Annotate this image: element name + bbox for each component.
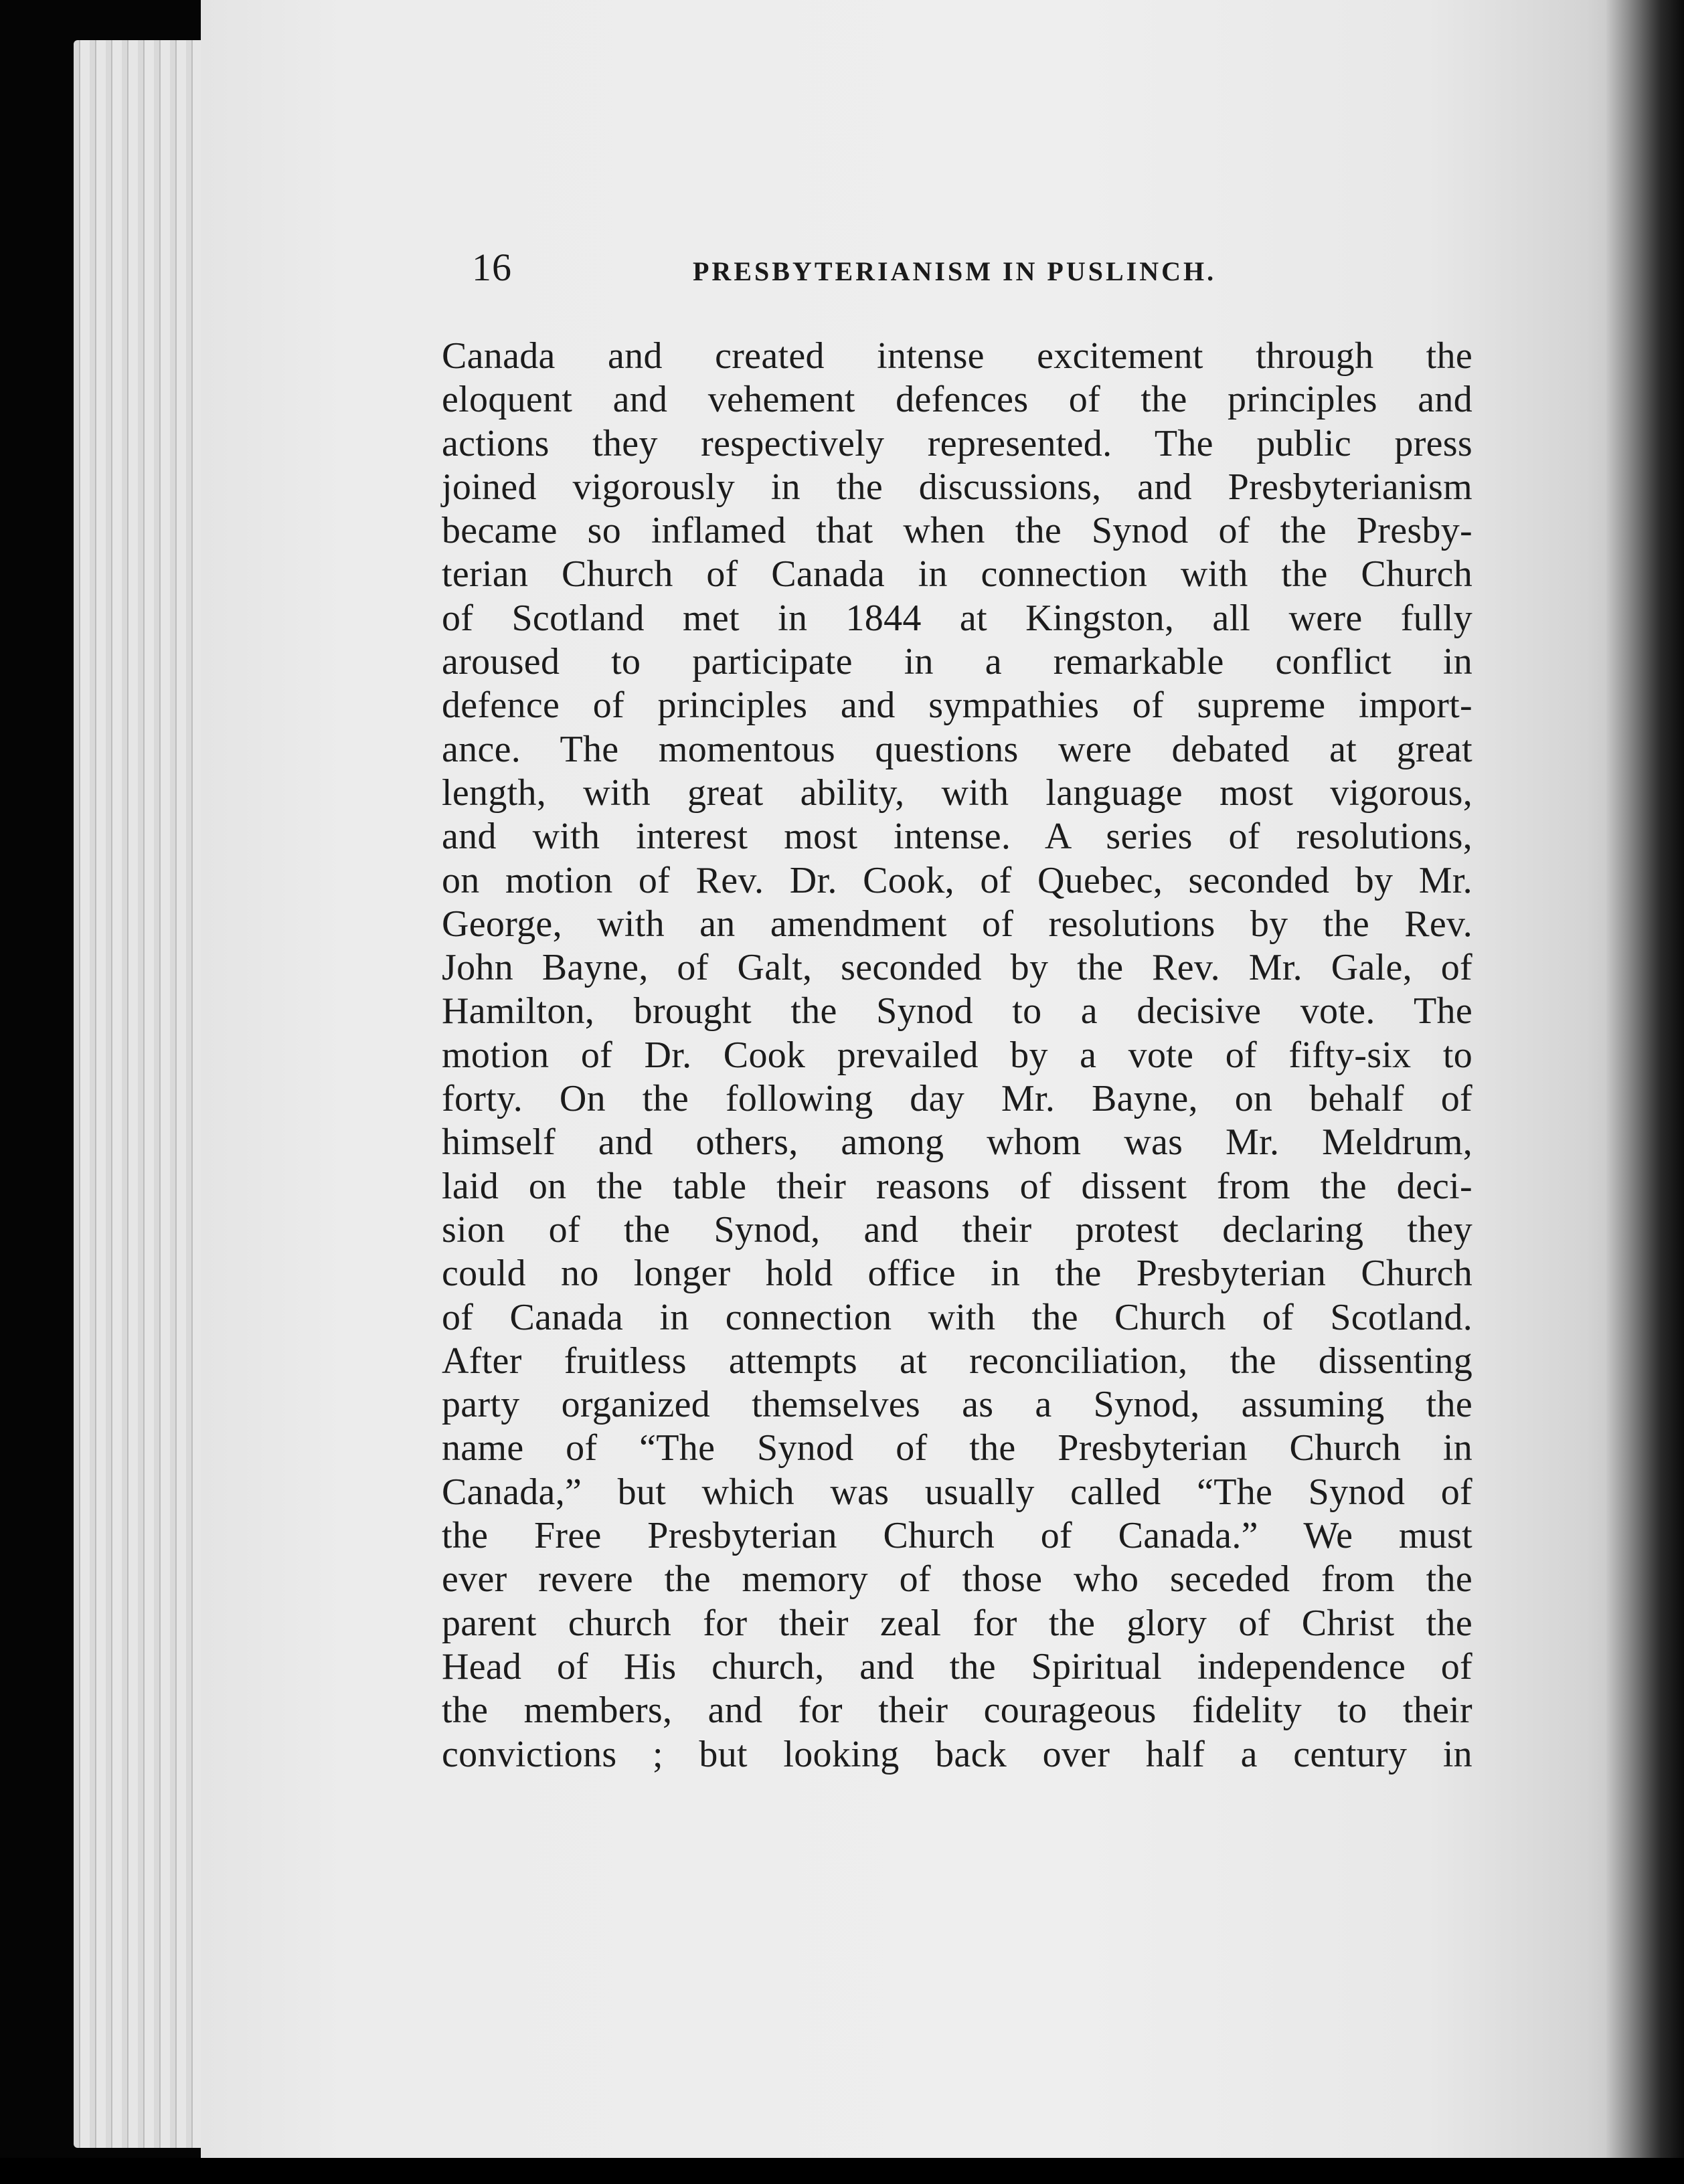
text-line: terian Church of Canada in connection with the Church bbox=[442, 553, 1472, 596]
text-line: actions they respectively represented. The public press bbox=[442, 422, 1472, 464]
running-head: PRESBYTERIANISM IN PUSLINCH. bbox=[693, 256, 1217, 286]
text-line: defence of principles and sympathies of supreme import- bbox=[442, 685, 1472, 727]
text-line: of Canada in connection with the Church of Scotland. bbox=[442, 1296, 1472, 1338]
text-line: motion of Dr. Cook prevailed by a vote of fifty-six to bbox=[442, 1034, 1472, 1076]
page-number: 16 bbox=[472, 246, 512, 289]
bottom-border bbox=[0, 2158, 1684, 2184]
text-line: aroused to participate in a remarkable conflict in bbox=[442, 641, 1472, 683]
text-line: Canada,” but which was usually called “The Synod of bbox=[442, 1471, 1472, 1513]
text-line: George, with an amendment of resolutions by the Rev. bbox=[442, 903, 1472, 945]
text-line: After fruitless attempts at reconciliation, the dissenting bbox=[442, 1340, 1472, 1382]
text-line: forty. On the following day Mr. Bayne, on behalf of bbox=[442, 1078, 1472, 1120]
text-line: ance. The momentous questions were debated at great bbox=[442, 728, 1472, 770]
text-line: became so inflamed that when the Synod of the Presby- bbox=[442, 510, 1472, 552]
text-line: convictions ; but looking back over half a century in bbox=[442, 1733, 1472, 1775]
text-line: joined vigorously in the discussions, and Presbyterianism bbox=[442, 466, 1472, 508]
gutter-shadow bbox=[1606, 0, 1684, 2184]
body-text bbox=[442, 335, 1472, 1777]
text-line: of Scotland met in 1844 at Kingston, all were fully bbox=[442, 597, 1472, 639]
text-line: name of “The Synod of the Presbyterian Church in bbox=[442, 1427, 1472, 1469]
text-line: sion of the Synod, and their protest declaring they bbox=[442, 1208, 1472, 1251]
text-line: length, with great ability, with language most vigorous, bbox=[442, 771, 1472, 814]
text-line: ever revere the memory of those who seceded from the bbox=[442, 1558, 1472, 1601]
text-line: John Bayne, of Galt, seconded by the Rev. Mr. Gale, of bbox=[442, 947, 1472, 989]
text-line: the members, and for their courageous fidelity to their bbox=[442, 1690, 1472, 1732]
text-line: Hamilton, brought the Synod to a decisive vote. The bbox=[442, 990, 1472, 1032]
text-line: on motion of Rev. Dr. Cook, of Quebec, seconded by Mr. bbox=[442, 859, 1472, 901]
text-line: and with interest most intense. A series of resolutions, bbox=[442, 816, 1472, 858]
text-line: Head of His church, and the Spiritual independence of bbox=[442, 1645, 1472, 1688]
text-line: eloquent and vehement defences of the principles and bbox=[442, 379, 1472, 421]
text-line: laid on the table their reasons of dissent from the deci- bbox=[442, 1165, 1472, 1207]
book-page-edges bbox=[74, 40, 214, 2148]
page-header bbox=[472, 241, 1476, 294]
text-line: parent church for their zeal for the glory of Christ the bbox=[442, 1602, 1472, 1644]
text-line: himself and others, among whom was Mr. Meldrum, bbox=[442, 1121, 1472, 1164]
text-line: the Free Presbyterian Church of Canada.” We must bbox=[442, 1515, 1472, 1557]
text-line: party organized themselves as a Synod, assuming the bbox=[442, 1384, 1472, 1426]
text-line: Canada and created intense excitement through the bbox=[442, 335, 1472, 377]
text-line: could no longer hold office in the Presbyterian Church bbox=[442, 1253, 1472, 1295]
